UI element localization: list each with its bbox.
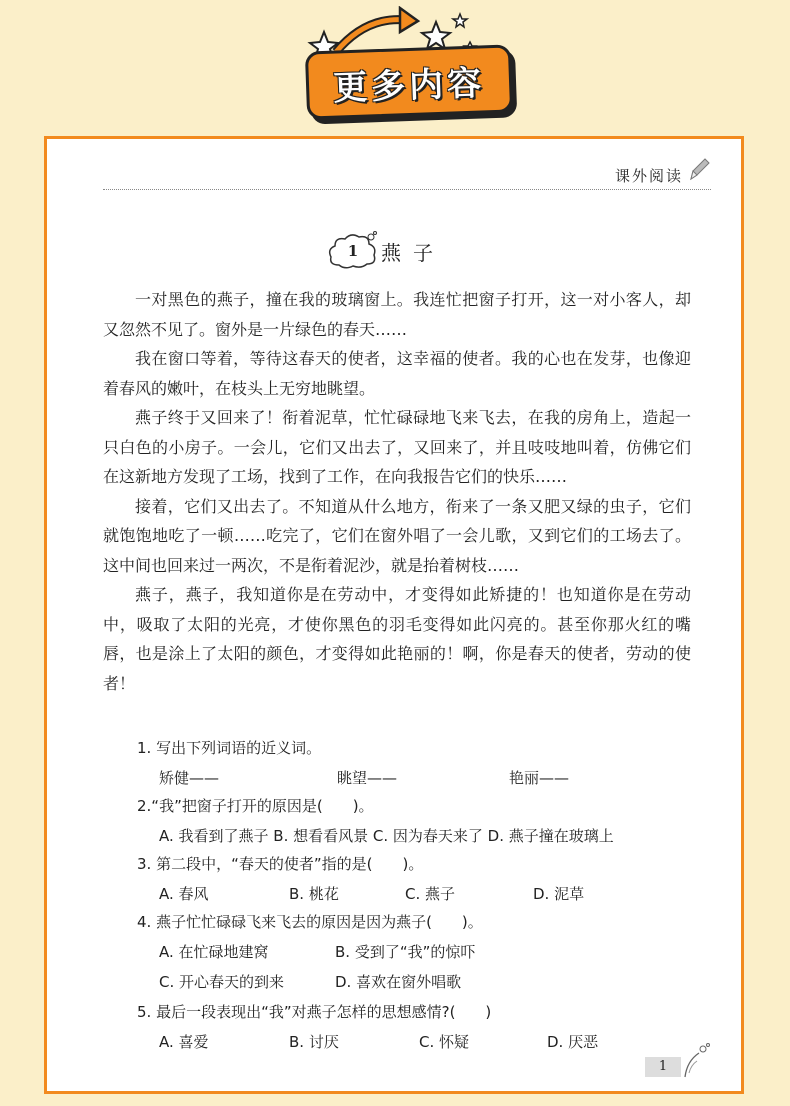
paragraph: 燕子，燕子，我知道你是在劳动中，才变得如此矫捷的！也知道你是在劳动中，吸取了太阳的光亮，才使你黑色的羽毛变得如此闪亮的。甚至你那火红的嘴唇，也是涂上了太阳的颜色，才变得如此艳丽的！啊，你是春天的使者，劳动的使者！ — [103, 585, 691, 693]
question-4-option: D. 喜欢在窗外唱歌 — [335, 973, 462, 991]
question-5-option: B. 讨厌 — [289, 1033, 339, 1051]
header-divider — [103, 189, 711, 190]
banner-badge — [305, 44, 513, 119]
feather-icon — [681, 1043, 711, 1079]
question-4-option: C. 开心春天的到来 — [159, 973, 285, 991]
more-content-banner — [296, 6, 526, 118]
paragraph: 一对黑色的燕子，撞在我的玻璃窗上。我连忙把窗子打开，这一对小客人，却又忽然不见了。窗外是一片绿色的春天…… — [103, 290, 691, 339]
question-4-option: B. 受到了“我”的惊吓 — [335, 943, 476, 961]
question-1-option: 眺望—— — [337, 769, 398, 787]
article-title: 燕子 — [381, 240, 445, 265]
question-3-option: C. 燕子 — [405, 885, 456, 903]
question-3-option: B. 桃花 — [289, 885, 339, 903]
question-4-option: A. 在忙碌地建窝 — [159, 943, 269, 961]
paragraph: 我在窗口等着，等待这春天的使者，这幸福的使者。我的心也在发芽，也像迎着春风的嫩叶，在枝头上无穷地眺望。 — [103, 349, 691, 398]
page-number: 1 — [645, 1057, 681, 1077]
question-3-option: D. 泥草 — [533, 885, 585, 903]
question-4: 4. 燕子忙忙碌碌飞来飞去的原因是因为燕子( )。 — [137, 913, 483, 931]
banner-title: 更多内容 — [332, 62, 486, 109]
question-3: 3. 第二段中，“春天的使者”指的是( )。 — [137, 855, 424, 873]
question-3-option: A. 春风 — [159, 885, 209, 903]
reading-card — [44, 136, 744, 1094]
article-passage — [103, 285, 691, 698]
article-number: 1 — [347, 242, 359, 260]
question-5-option: D. 厌恶 — [547, 1033, 599, 1051]
question-1-option: 艳丽—— — [509, 769, 570, 787]
article-title-row — [327, 231, 445, 271]
question-5-option: A. 喜爱 — [159, 1033, 209, 1051]
section-label: 课外阅读 — [614, 167, 683, 185]
question-2: 2.“我”把窗子打开的原因是( )。 — [137, 797, 374, 815]
pencil-icon — [687, 157, 711, 183]
question-5: 5. 最后一段表现出“我”对燕子怎样的思想感情?( ) — [137, 1003, 492, 1021]
cloud-number-badge — [327, 231, 379, 271]
paragraph: 接着，它们又出去了。不知道从什么地方，衔来了一条又肥又绿的虫子，它们就饱饱地吃了一顿……吃完了，它们在窗外唱了一会儿歌，又到它们的工场去了。这中间也回来过一两次，不是衔着泥沙，就是抬着树枝…… — [103, 496, 691, 575]
question-1: 1. 写出下列词语的近义词。 — [137, 739, 322, 757]
question-1-option: 矫健—— — [159, 769, 220, 787]
question-2-options: A. 我看到了燕子 B. 想看看风景 C. 因为春天来了 D. 燕子撞在玻璃上 — [159, 827, 614, 845]
paragraph: 燕子终于又回来了！衔着泥草，忙忙碌碌地飞来飞去，在我的房角上，造起一只白色的小房子。一会儿，它们又出去了，又回来了，并且吱吱地叫着，仿佛它们在这新地方发现了工场，找到了工作，在向我报告它们的快乐…… — [103, 408, 691, 486]
question-5-option: C. 怀疑 — [419, 1033, 470, 1051]
